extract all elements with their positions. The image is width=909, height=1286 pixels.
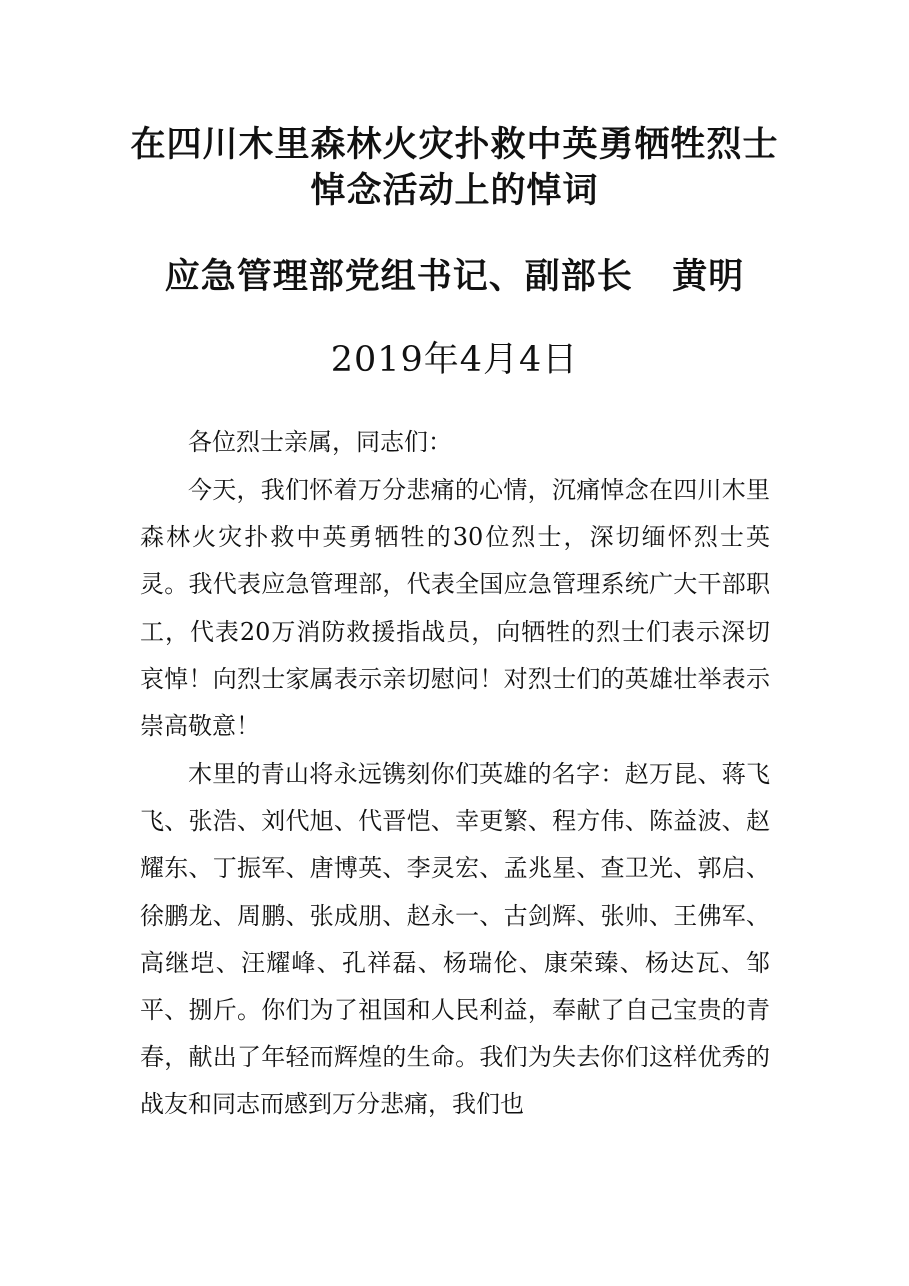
document-title-line-1: 在四川木里森林火灾扑救中英勇牺牲烈士 (130, 125, 779, 165)
salutation-paragraph: 各位烈士亲属，同志们： (188, 428, 452, 456)
document-date: 2019年4月4日 (330, 340, 579, 380)
body-paragraph-1: 今天，我们怀着万分悲痛的心情，沉痛悼念在四川木里森林火灾扑救中英勇牺牲的30位烈士，深切缅怀烈士英灵。我代表应急管理部，代表全国应急管理系统广大干部职工，代表20万消防救援指战员，向牺牲的烈士们表示深切哀悼！向烈士家属表示亲切慰问！对烈士们的英雄壮举表示崇高敬意！ (140, 476, 770, 741)
body-paragraph-2: 木里的青山将永远镌刻你们英雄的名字：赵万昆、蒋飞飞、张浩、刘代旭、代晋恺、幸更繁、程方伟、陈益波、赵耀东、丁振军、唐博英、李灵宏、孟兆星、查卫光、郭启、徐鹏龙、周鹏、张成朋、赵永一、古剑辉、张帅、王佛军、高继垲、汪耀峰、孔祥磊、杨瑞伦、康荣臻、杨达瓦、邹平、捌斤。你们为了祖国和人民利益，奉献了自己宝贵的青春，献出了年轻而辉煌的生命。我们为失去你们这样优秀的战友和同志而感到万分悲痛，我们也 (140, 760, 770, 1119)
speaker-line: 应急管理部党组书记、副部长 黄明 (164, 257, 745, 297)
document-title-line-2: 悼念活动上的悼词 (310, 171, 599, 211)
